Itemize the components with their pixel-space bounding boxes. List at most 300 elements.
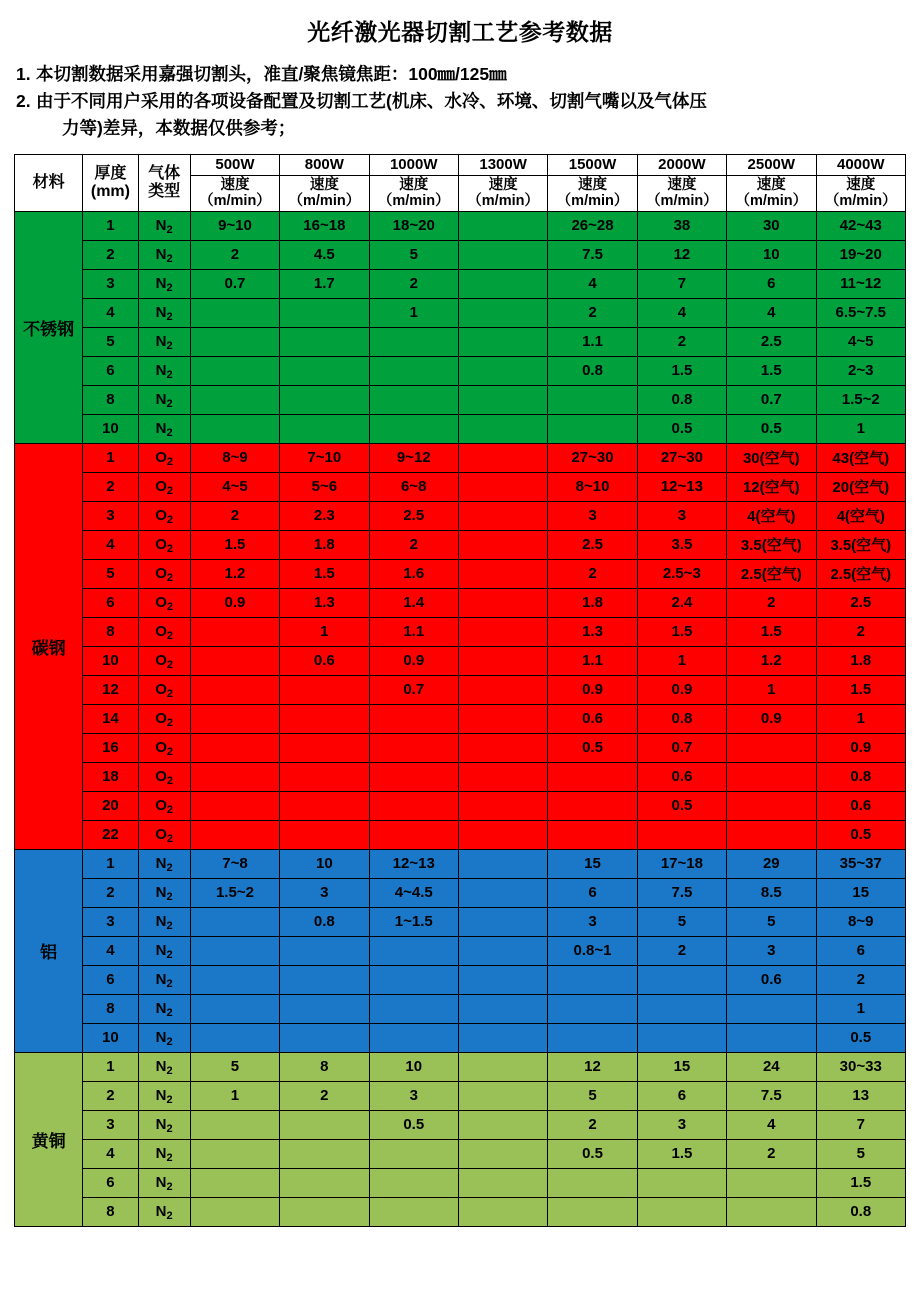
speed-cell bbox=[637, 820, 726, 849]
speed-cell bbox=[458, 211, 547, 240]
speed-cell bbox=[458, 617, 547, 646]
speed-cell: 7~8 bbox=[190, 849, 279, 878]
speed-cell: 2 bbox=[369, 530, 458, 559]
speed-cell: 0.9 bbox=[637, 675, 726, 704]
speed-cell: 5 bbox=[190, 1052, 279, 1081]
table-row bbox=[15, 588, 906, 617]
speed-cell: 0.8 bbox=[637, 385, 726, 414]
speed-cell bbox=[280, 820, 369, 849]
note-1 bbox=[16, 61, 906, 88]
speed-cell: 1.7 bbox=[280, 269, 369, 298]
speed-cell: 1 bbox=[816, 414, 906, 443]
speed-cell: 7 bbox=[637, 269, 726, 298]
speed-cell: 3.5 bbox=[637, 530, 726, 559]
speed-cell bbox=[458, 1168, 547, 1197]
table-row bbox=[15, 675, 906, 704]
speed-cell bbox=[369, 356, 458, 385]
speed-cell: 1.8 bbox=[816, 646, 906, 675]
speed-cell: 1.6 bbox=[369, 559, 458, 588]
speed-cell: 29 bbox=[727, 849, 816, 878]
speed-cell: 12(空气) bbox=[727, 472, 816, 501]
table-row bbox=[15, 820, 906, 849]
speed-cell bbox=[458, 1052, 547, 1081]
speed-cell bbox=[190, 1197, 279, 1226]
speed-cell bbox=[190, 675, 279, 704]
speed-cell: 6 bbox=[816, 936, 906, 965]
speed-cell: 13 bbox=[816, 1081, 906, 1110]
speed-cell bbox=[190, 820, 279, 849]
gas-type-cell: $N_2$ bbox=[138, 1081, 190, 1110]
speed-cell: 5 bbox=[816, 1139, 906, 1168]
speed-cell: 1.2 bbox=[727, 646, 816, 675]
col-subheader-speed-1000w bbox=[369, 175, 458, 211]
speed-cell: 17~18 bbox=[637, 849, 726, 878]
speed-cell bbox=[190, 994, 279, 1023]
speed-cell bbox=[190, 298, 279, 327]
speed-cell: 11~12 bbox=[816, 269, 906, 298]
speed-cell: 4(空气) bbox=[727, 501, 816, 530]
col-header-material: 材料 bbox=[15, 155, 83, 212]
speed-cell bbox=[458, 501, 547, 530]
speed-cell bbox=[548, 762, 637, 791]
speed-cell: 2 bbox=[727, 588, 816, 617]
speed-cell bbox=[458, 327, 547, 356]
speed-cell bbox=[280, 936, 369, 965]
speed-cell: 38 bbox=[637, 211, 726, 240]
speed-cell: 2.3 bbox=[280, 501, 369, 530]
speed-cell bbox=[458, 820, 547, 849]
speed-cell bbox=[458, 443, 547, 472]
thickness-cell: 6 bbox=[83, 588, 138, 617]
speed-cell: 1.5 bbox=[637, 1139, 726, 1168]
note-1-text: 本切割数据采用嘉强切割头，准直/聚焦镜焦距：100㎜/125㎜ bbox=[36, 64, 507, 84]
thickness-cell: 8 bbox=[83, 1197, 138, 1226]
material-cell: 铝 bbox=[15, 849, 83, 1052]
table-row bbox=[15, 240, 906, 269]
gas-type-cell: $O_2$ bbox=[138, 733, 190, 762]
speed-cell: 1 bbox=[816, 704, 906, 733]
speed-cell bbox=[190, 646, 279, 675]
speed-cell bbox=[190, 733, 279, 762]
gas-type-cell: $O_2$ bbox=[138, 472, 190, 501]
col-header-power-500w: 500W bbox=[190, 155, 279, 175]
thickness-cell: 1 bbox=[83, 211, 138, 240]
speed-cell: 0.8 bbox=[637, 704, 726, 733]
speed-cell: 0.9 bbox=[816, 733, 906, 762]
speed-cell: 0.7 bbox=[190, 269, 279, 298]
thickness-cell: 18 bbox=[83, 762, 138, 791]
speed-cell bbox=[190, 762, 279, 791]
col-subheader-speed-800w bbox=[280, 175, 369, 211]
thickness-cell: 1 bbox=[83, 849, 138, 878]
note-1-number: 1. bbox=[16, 64, 31, 84]
speed-cell bbox=[548, 1023, 637, 1052]
speed-cell: 0.5 bbox=[816, 820, 906, 849]
table-row bbox=[15, 965, 906, 994]
speed-cell: 1.5 bbox=[190, 530, 279, 559]
speed-cell bbox=[280, 327, 369, 356]
speed-cell: 2~3 bbox=[816, 356, 906, 385]
speed-cell bbox=[458, 762, 547, 791]
speed-cell: 10 bbox=[727, 240, 816, 269]
thickness-cell: 1 bbox=[83, 443, 138, 472]
speed-unit-800w: （m/min） bbox=[288, 193, 361, 210]
material-cell: 碳钢 bbox=[15, 443, 83, 849]
speed-label-800w: 速度 bbox=[309, 176, 339, 193]
speed-cell: 2.5(空气) bbox=[727, 559, 816, 588]
speed-cell: 0.5 bbox=[816, 1023, 906, 1052]
speed-cell: 7 bbox=[816, 1110, 906, 1139]
speed-cell bbox=[190, 1168, 279, 1197]
speed-cell bbox=[369, 414, 458, 443]
speed-cell bbox=[280, 1197, 369, 1226]
speed-cell: 2.5 bbox=[816, 588, 906, 617]
speed-cell bbox=[727, 791, 816, 820]
speed-cell: 0.6 bbox=[816, 791, 906, 820]
speed-cell bbox=[458, 530, 547, 559]
speed-cell: 42~43 bbox=[816, 211, 906, 240]
speed-cell: 2 bbox=[548, 298, 637, 327]
note-2-continued bbox=[16, 115, 906, 142]
speed-cell bbox=[190, 704, 279, 733]
speed-cell: 1.5 bbox=[280, 559, 369, 588]
table-header bbox=[15, 155, 906, 212]
speed-cell: 1.3 bbox=[548, 617, 637, 646]
thickness-cell: 1 bbox=[83, 1052, 138, 1081]
gas-type-cell: $N_2$ bbox=[138, 1197, 190, 1226]
speed-cell: 2 bbox=[548, 559, 637, 588]
speed-label-2500w: 速度 bbox=[756, 176, 786, 193]
speed-cell bbox=[458, 240, 547, 269]
speed-cell bbox=[280, 356, 369, 385]
speed-unit-2500w: （m/min） bbox=[735, 193, 808, 210]
note-2-number: 2. bbox=[16, 91, 31, 112]
speed-cell: 1~1.5 bbox=[369, 907, 458, 936]
speed-cell bbox=[280, 675, 369, 704]
speed-cell bbox=[458, 994, 547, 1023]
speed-cell bbox=[280, 1023, 369, 1052]
speed-cell: 24 bbox=[727, 1052, 816, 1081]
speed-cell: 0.5 bbox=[548, 733, 637, 762]
col-header-power-2500w: 2500W bbox=[727, 155, 816, 175]
speed-cell: 27~30 bbox=[637, 443, 726, 472]
speed-label-500w: 速度 bbox=[220, 176, 250, 193]
table-row bbox=[15, 443, 906, 472]
table-row bbox=[15, 1110, 906, 1139]
speed-cell bbox=[369, 733, 458, 762]
thickness-cell: 10 bbox=[83, 1023, 138, 1052]
speed-cell bbox=[190, 791, 279, 820]
speed-cell: 0.8 bbox=[816, 1197, 906, 1226]
gas-type-cell: $O_2$ bbox=[138, 646, 190, 675]
speed-cell: 2 bbox=[637, 936, 726, 965]
gas-type-cell: $N_2$ bbox=[138, 1139, 190, 1168]
speed-cell bbox=[369, 1168, 458, 1197]
table-row bbox=[15, 1023, 906, 1052]
col-subheader-speed-1300w bbox=[458, 175, 547, 211]
thickness-cell: 3 bbox=[83, 501, 138, 530]
gas-type-cell: $N_2$ bbox=[138, 327, 190, 356]
col-header-power-1000w: 1000W bbox=[369, 155, 458, 175]
speed-cell: 0.6 bbox=[727, 965, 816, 994]
col-header-power-1500w: 1500W bbox=[548, 155, 637, 175]
speed-cell: 7.5 bbox=[637, 878, 726, 907]
speed-cell: 2.5 bbox=[727, 327, 816, 356]
speed-cell bbox=[369, 385, 458, 414]
speed-cell: 9~12 bbox=[369, 443, 458, 472]
speed-cell: 8 bbox=[280, 1052, 369, 1081]
note-2-continued-text: 力等)差异，本数据仅供参考； bbox=[62, 118, 296, 139]
thickness-cell: 4 bbox=[83, 530, 138, 559]
speed-unit-1000w: （m/min） bbox=[377, 193, 450, 210]
speed-cell: 18~20 bbox=[369, 211, 458, 240]
speed-cell bbox=[637, 965, 726, 994]
gas-type-cell: $O_2$ bbox=[138, 443, 190, 472]
speed-cell bbox=[280, 704, 369, 733]
table-row bbox=[15, 1081, 906, 1110]
table-row bbox=[15, 501, 906, 530]
speed-cell bbox=[280, 733, 369, 762]
table-row bbox=[15, 1139, 906, 1168]
speed-cell bbox=[727, 994, 816, 1023]
speed-cell bbox=[369, 1023, 458, 1052]
thickness-cell: 6 bbox=[83, 1168, 138, 1197]
table-row bbox=[15, 385, 906, 414]
speed-cell bbox=[190, 385, 279, 414]
speed-cell bbox=[280, 1168, 369, 1197]
speed-cell bbox=[369, 965, 458, 994]
speed-cell: 0.5 bbox=[637, 791, 726, 820]
col-header-gas-line1: 气体 bbox=[148, 164, 181, 182]
speed-cell: 1.1 bbox=[369, 617, 458, 646]
table-row bbox=[15, 704, 906, 733]
speed-cell: 0.5 bbox=[727, 414, 816, 443]
speed-cell: 43(空气) bbox=[816, 443, 906, 472]
speed-cell: 5~6 bbox=[280, 472, 369, 501]
speed-cell: 2.5(空气) bbox=[816, 559, 906, 588]
speed-cell bbox=[727, 1023, 816, 1052]
speed-cell bbox=[727, 1197, 816, 1226]
gas-type-cell: $N_2$ bbox=[138, 965, 190, 994]
speed-cell bbox=[637, 1023, 726, 1052]
thickness-cell: 2 bbox=[83, 1081, 138, 1110]
speed-cell bbox=[458, 907, 547, 936]
speed-cell: 12~13 bbox=[369, 849, 458, 878]
thickness-cell: 12 bbox=[83, 675, 138, 704]
speed-cell bbox=[369, 1197, 458, 1226]
speed-label-4000w: 速度 bbox=[846, 176, 876, 193]
speed-cell: 20(空气) bbox=[816, 472, 906, 501]
header-row-power bbox=[15, 155, 906, 175]
speed-cell bbox=[458, 356, 547, 385]
speed-cell: 6.5~7.5 bbox=[816, 298, 906, 327]
speed-cell bbox=[458, 385, 547, 414]
speed-cell: 1.5~2 bbox=[190, 878, 279, 907]
gas-type-cell: $O_2$ bbox=[138, 820, 190, 849]
speed-cell: 6 bbox=[637, 1081, 726, 1110]
thickness-cell: 22 bbox=[83, 820, 138, 849]
speed-cell: 0.7 bbox=[727, 385, 816, 414]
speed-cell: 0.9 bbox=[548, 675, 637, 704]
table-row bbox=[15, 791, 906, 820]
speed-cell: 3 bbox=[548, 907, 637, 936]
speed-cell: 2 bbox=[190, 501, 279, 530]
speed-cell: 3 bbox=[548, 501, 637, 530]
speed-cell: 1.5 bbox=[727, 356, 816, 385]
speed-cell: 3 bbox=[637, 1110, 726, 1139]
table-row bbox=[15, 936, 906, 965]
speed-cell: 4 bbox=[548, 269, 637, 298]
thickness-cell: 10 bbox=[83, 646, 138, 675]
table-row bbox=[15, 356, 906, 385]
speed-cell bbox=[548, 1168, 637, 1197]
speed-cell bbox=[280, 1139, 369, 1168]
gas-type-cell: $N_2$ bbox=[138, 298, 190, 327]
thickness-cell: 3 bbox=[83, 269, 138, 298]
speed-cell bbox=[548, 791, 637, 820]
thickness-cell: 6 bbox=[83, 965, 138, 994]
speed-cell: 1 bbox=[637, 646, 726, 675]
table-row bbox=[15, 1197, 906, 1226]
thickness-cell: 4 bbox=[83, 298, 138, 327]
gas-type-cell: $O_2$ bbox=[138, 617, 190, 646]
table-row bbox=[15, 530, 906, 559]
gas-type-cell: $O_2$ bbox=[138, 791, 190, 820]
speed-cell bbox=[458, 965, 547, 994]
gas-type-cell: $O_2$ bbox=[138, 588, 190, 617]
speed-cell bbox=[280, 994, 369, 1023]
speed-cell: 6 bbox=[548, 878, 637, 907]
speed-cell bbox=[548, 994, 637, 1023]
speed-cell: 0.8~1 bbox=[548, 936, 637, 965]
speed-cell: 0.6 bbox=[548, 704, 637, 733]
gas-type-cell: $O_2$ bbox=[138, 762, 190, 791]
speed-cell: 1.5 bbox=[637, 617, 726, 646]
gas-type-cell: $N_2$ bbox=[138, 1168, 190, 1197]
speed-cell: 2.5 bbox=[548, 530, 637, 559]
speed-cell: 4(空气) bbox=[816, 501, 906, 530]
speed-cell bbox=[458, 588, 547, 617]
col-subheader-speed-2500w bbox=[727, 175, 816, 211]
speed-cell: 8~10 bbox=[548, 472, 637, 501]
table-row bbox=[15, 617, 906, 646]
speed-cell: 2 bbox=[190, 240, 279, 269]
speed-cell: 1 bbox=[190, 1081, 279, 1110]
thickness-cell: 5 bbox=[83, 559, 138, 588]
col-header-gas-line2: 类型 bbox=[148, 183, 181, 201]
speed-cell bbox=[458, 472, 547, 501]
speed-cell bbox=[190, 356, 279, 385]
table-body bbox=[15, 211, 906, 1226]
speed-cell: 4 bbox=[727, 1110, 816, 1139]
speed-cell bbox=[458, 1197, 547, 1226]
speed-cell: 1 bbox=[727, 675, 816, 704]
table-row bbox=[15, 762, 906, 791]
speed-cell: 6 bbox=[727, 269, 816, 298]
gas-type-cell: $O_2$ bbox=[138, 675, 190, 704]
speed-cell bbox=[280, 791, 369, 820]
speed-cell: 2 bbox=[637, 327, 726, 356]
col-subheader-speed-500w bbox=[190, 175, 279, 211]
speed-cell: 0.9 bbox=[190, 588, 279, 617]
speed-cell: 1 bbox=[369, 298, 458, 327]
speed-cell bbox=[458, 675, 547, 704]
speed-cell: 4 bbox=[637, 298, 726, 327]
speed-cell bbox=[190, 907, 279, 936]
thickness-cell: 4 bbox=[83, 1139, 138, 1168]
thickness-cell: 8 bbox=[83, 617, 138, 646]
speed-cell: 15 bbox=[548, 849, 637, 878]
speed-cell: 1 bbox=[816, 994, 906, 1023]
col-header-power-1300w: 1300W bbox=[458, 155, 547, 175]
table-row bbox=[15, 733, 906, 762]
speed-cell bbox=[458, 646, 547, 675]
speed-cell bbox=[369, 994, 458, 1023]
speed-cell: 0.8 bbox=[280, 907, 369, 936]
speed-cell: 10 bbox=[280, 849, 369, 878]
speed-cell: 3 bbox=[369, 1081, 458, 1110]
gas-type-cell: $O_2$ bbox=[138, 501, 190, 530]
speed-cell bbox=[458, 269, 547, 298]
table-row bbox=[15, 472, 906, 501]
col-header-power-800w: 800W bbox=[280, 155, 369, 175]
speed-cell bbox=[369, 762, 458, 791]
speed-cell: 12 bbox=[637, 240, 726, 269]
material-cell: 黄铜 bbox=[15, 1052, 83, 1226]
speed-cell: 5 bbox=[369, 240, 458, 269]
speed-cell bbox=[190, 617, 279, 646]
speed-cell: 15 bbox=[816, 878, 906, 907]
gas-type-cell: $N_2$ bbox=[138, 878, 190, 907]
gas-type-cell: $N_2$ bbox=[138, 240, 190, 269]
col-header-thickness-line2: (mm) bbox=[90, 183, 130, 201]
table-row bbox=[15, 849, 906, 878]
gas-type-cell: $N_2$ bbox=[138, 907, 190, 936]
gas-type-cell: $N_2$ bbox=[138, 994, 190, 1023]
speed-cell bbox=[637, 1168, 726, 1197]
speed-cell: 0.9 bbox=[369, 646, 458, 675]
thickness-cell: 4 bbox=[83, 936, 138, 965]
speed-cell: 1.4 bbox=[369, 588, 458, 617]
material-cell: 不锈钢 bbox=[15, 211, 83, 443]
speed-cell: 7.5 bbox=[727, 1081, 816, 1110]
speed-cell: 7~10 bbox=[280, 443, 369, 472]
speed-label-1000w: 速度 bbox=[399, 176, 429, 193]
speed-cell bbox=[190, 327, 279, 356]
speed-cell: 5 bbox=[548, 1081, 637, 1110]
speed-cell bbox=[548, 414, 637, 443]
speed-cell: 4~5 bbox=[190, 472, 279, 501]
speed-cell bbox=[458, 704, 547, 733]
speed-cell bbox=[727, 820, 816, 849]
thickness-cell: 2 bbox=[83, 878, 138, 907]
speed-cell bbox=[280, 965, 369, 994]
gas-type-cell: $N_2$ bbox=[138, 385, 190, 414]
speed-cell: 2.4 bbox=[637, 588, 726, 617]
speed-cell: 5 bbox=[637, 907, 726, 936]
speed-cell: 12 bbox=[548, 1052, 637, 1081]
thickness-cell: 10 bbox=[83, 414, 138, 443]
table-row bbox=[15, 269, 906, 298]
page-title: 光纤激光器切割工艺参考数据 bbox=[307, 19, 613, 45]
gas-type-cell: $N_2$ bbox=[138, 269, 190, 298]
speed-cell bbox=[369, 820, 458, 849]
table-row bbox=[15, 327, 906, 356]
speed-cell: 5 bbox=[727, 907, 816, 936]
speed-cell: 2 bbox=[280, 1081, 369, 1110]
table-row bbox=[15, 994, 906, 1023]
speed-cell: 0.5 bbox=[548, 1139, 637, 1168]
